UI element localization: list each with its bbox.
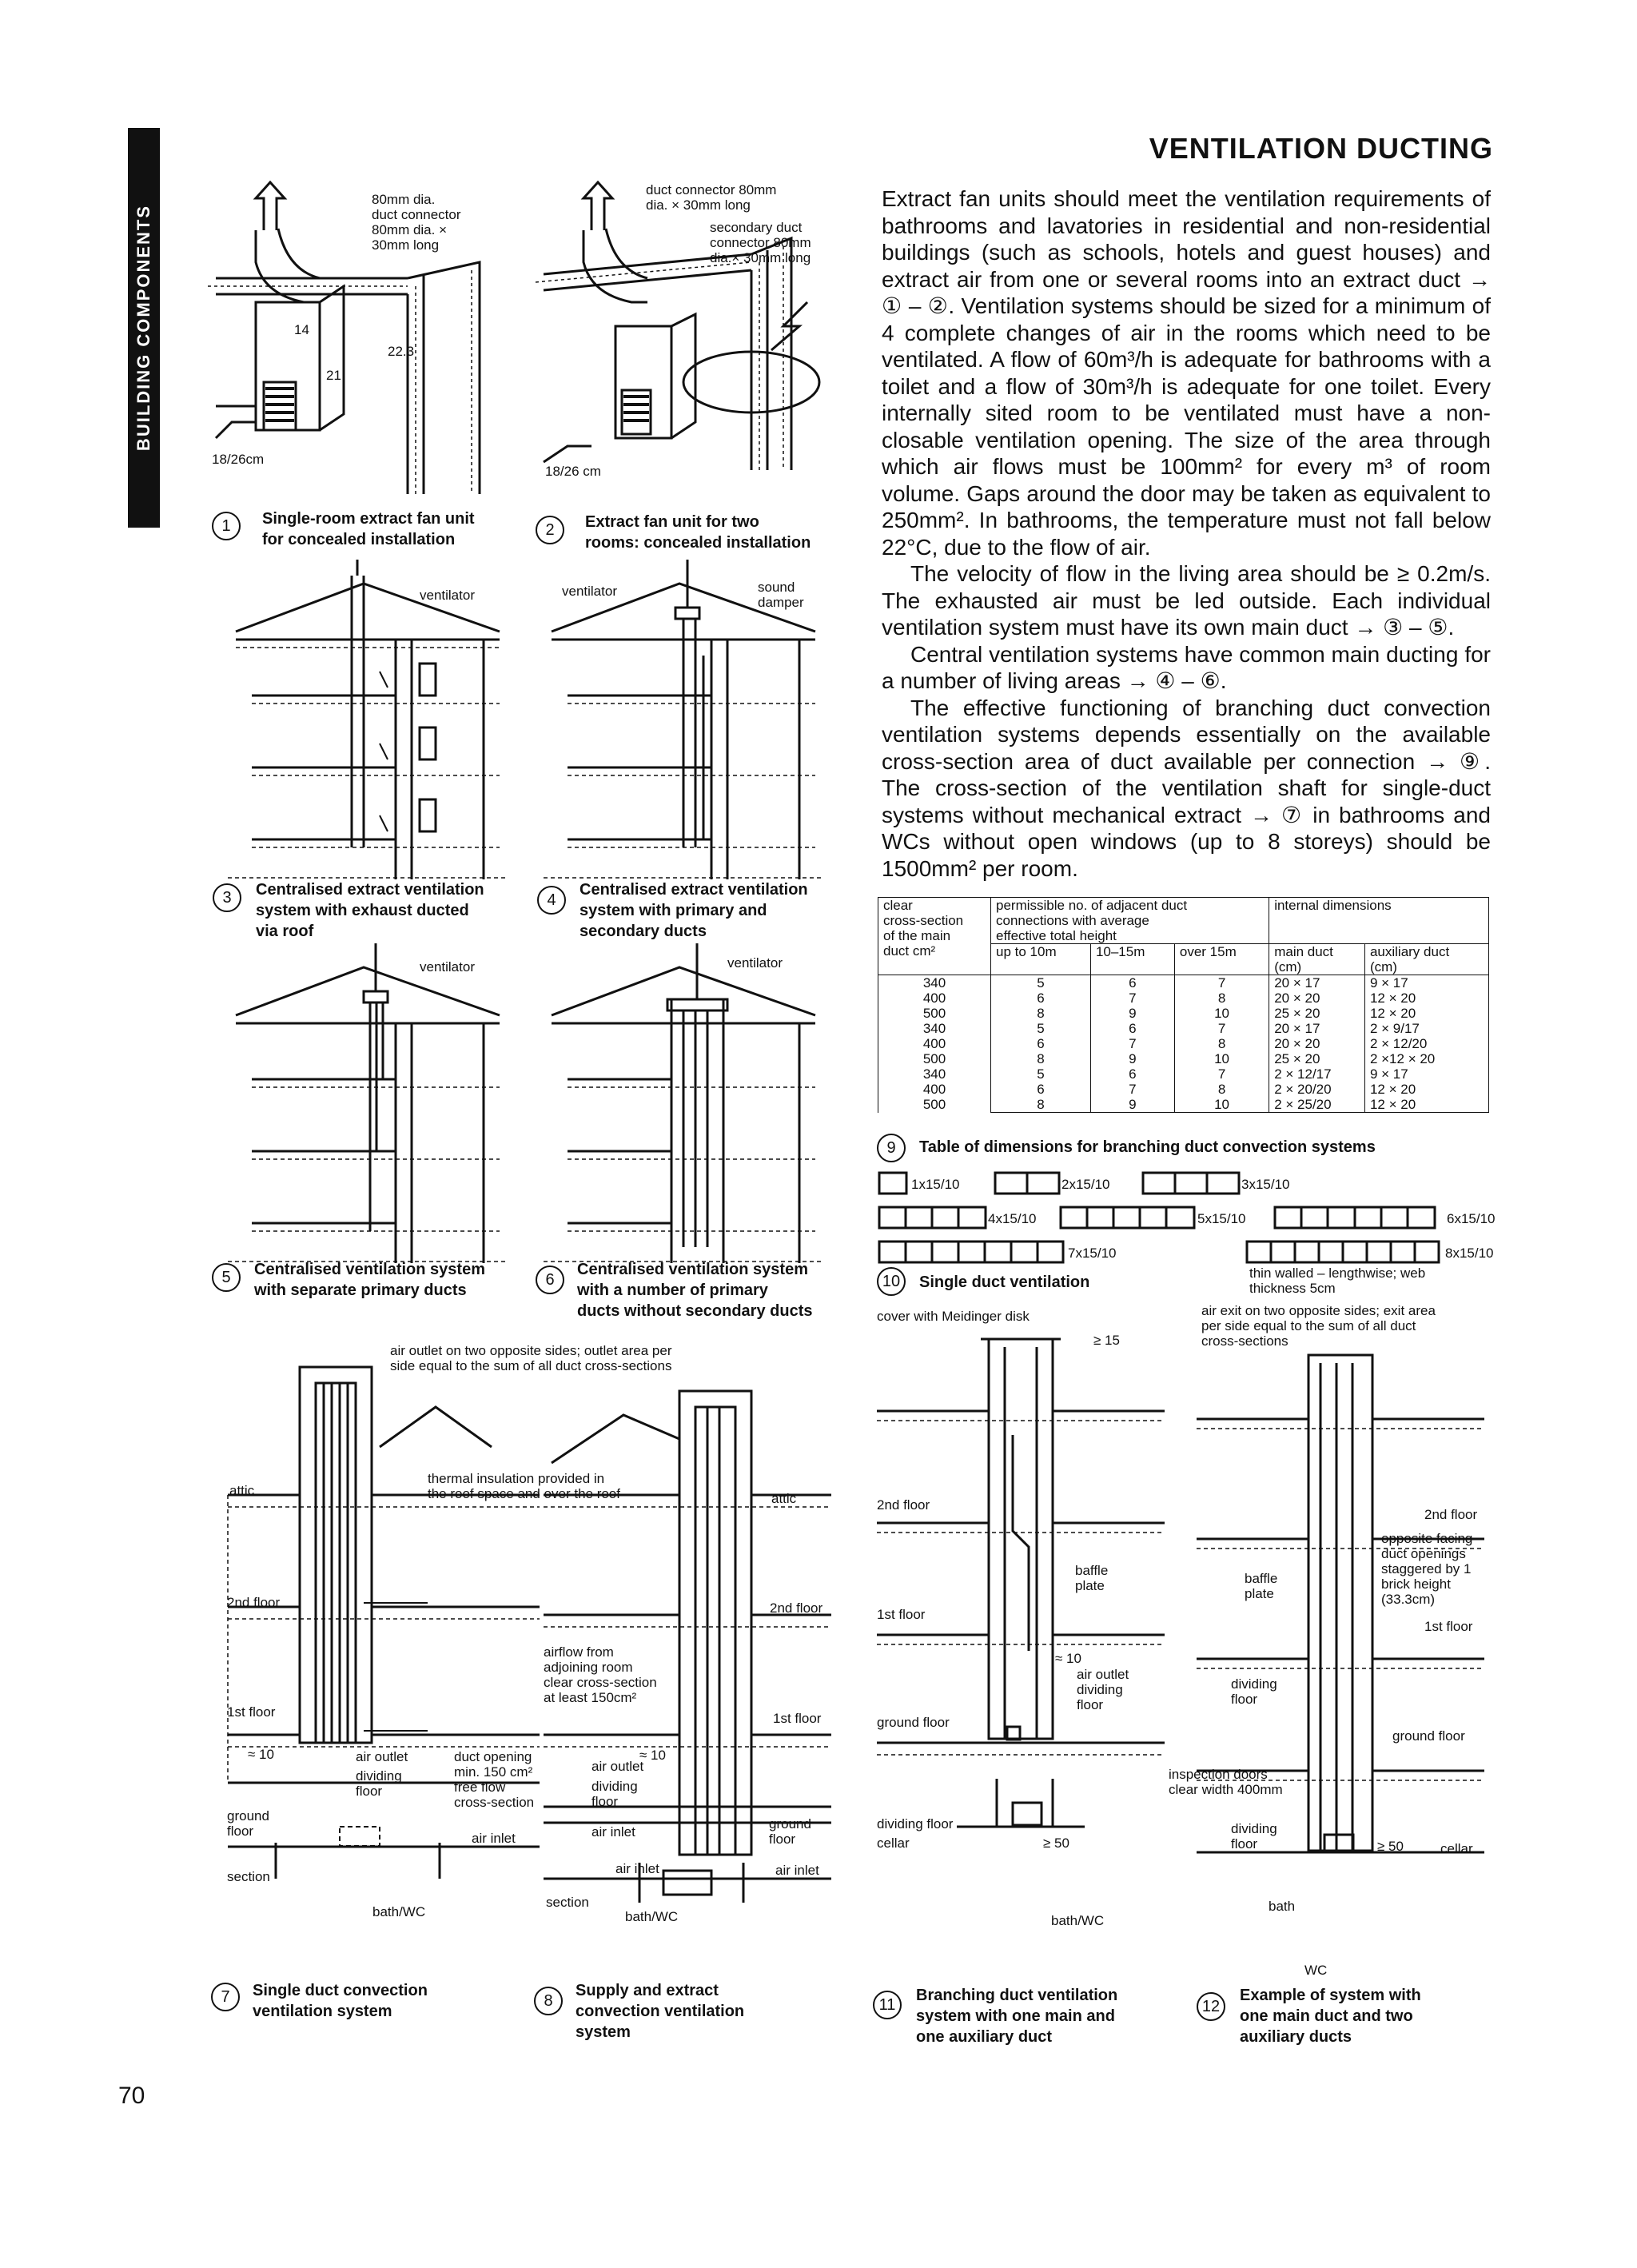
cell: 20 × 17 20 × 20 25 × 20 20 × 17 20 × 20 25 × 20 2 × 12/17 2 × 20/20 2 × 25/20: [1269, 975, 1365, 1113]
fig8-label-2nd-floor: 2nd floor: [770, 1600, 823, 1616]
fig8-label-air-inlet: air inlet: [591, 1824, 635, 1840]
fig6-label-ventilator: ventilator: [727, 955, 783, 971]
fig10-label-7: 7x15/10: [1068, 1246, 1117, 1261]
fig12-label-1st: 1st floor: [1424, 1619, 1473, 1634]
fig7-label-1st-floor: 1st floor: [227, 1704, 276, 1720]
cell: 340 400 500 340 400 500 340 400 500: [878, 975, 991, 1113]
fig2-label-duct: duct connector 80mm dia. × 30mm long: [646, 182, 777, 213]
header-h3: over 15m: [1174, 944, 1269, 975]
fig2-label-size: 18/26 cm: [545, 464, 601, 479]
fig11-label-1st: 1st floor: [877, 1607, 926, 1622]
fig12-label-inspection: inspection doors clear width 400mm: [1169, 1767, 1283, 1797]
figure-6-drawing: [544, 943, 831, 1263]
fig8-label-10: ≈ 10: [639, 1748, 666, 1763]
fig12-number: 12: [1197, 1992, 1225, 2021]
section-tab: [128, 128, 160, 528]
fig5-caption: Centralised ventilation system with separate primary ducts: [254, 1261, 485, 1299]
fig5-label-ventilator: ventilator: [420, 959, 475, 975]
fig1-label-22: 22.3: [388, 344, 415, 359]
fig1-caption: Single-room extract fan unit for concealed installation: [262, 510, 475, 548]
header-permissible: permissible no. of adjacent duct connections with average effective total height: [991, 898, 1269, 944]
fig3-caption: Centralised extract ventilation system with exhaust ducted via roof: [256, 881, 484, 940]
figure-3-drawing: [228, 560, 508, 879]
page-number: 70: [118, 2083, 145, 2109]
fig6-caption: Centralised ventilation system with a number of primary ducts without secondary ducts: [577, 1261, 813, 1320]
fig3-label-ventilator: ventilator: [420, 588, 475, 603]
fig1-label-duct: 80mm dia. duct connector 80mm dia. × 30mm long: [372, 192, 461, 253]
fig11-label-15: ≥ 15: [1093, 1333, 1120, 1348]
fig11-label-baffle: baffle plate: [1075, 1563, 1109, 1593]
fig1-label-14: 14: [294, 322, 309, 337]
fig11-label-bath-wc: bath/WC: [1051, 1913, 1105, 1928]
header-aux: auxiliary duct (cm): [1364, 944, 1488, 975]
fig12-label-opposite: opposite facing duct openings staggered by 1 brick height (33.3cm): [1381, 1531, 1473, 1607]
fig10-label-2: 2x15/10: [1061, 1177, 1110, 1192]
paragraph: Extract fan units should meet the ventilation requirements of bathrooms and lavatories in residential and non-residential buildings (such as schools, hotels and guest houses) and extract air from one or several rooms into an extract duct → ① – ②. Ventilation systems should be sized for a minimum of 4 complete changes of air in the rooms which need to be ventilated. A flow of 60m³/h is adequate for bathrooms with a toilet and a flow of 30m³/h is adequate for one toilet. Every internally sited room to be ventilated must have a non-closable ventilation opening. The size of the area through which air flows must be 100mm² for every m³ of room volume. Gaps around the door may be taken as equivalent to 250mm². In bathrooms, the temperature must not fall below 22°C, due to the flow of air.: [882, 186, 1491, 560]
figure-5-drawing: [228, 943, 508, 1263]
fig7-label-bath-wc: bath/WC: [372, 1904, 426, 1919]
fig7-caption: Single duct convection ventilation system: [253, 1982, 428, 2020]
fig12-caption: Example of system with one main duct and two auxiliary ducts: [1240, 1987, 1421, 2046]
fig11-label-cellar: cellar: [877, 1836, 910, 1851]
cell: 6 7 9 6 7 9 6 7 9: [1090, 975, 1174, 1113]
fig4-caption: Centralised extract ventilation system with primary and secondary ducts: [580, 881, 808, 940]
fig11-caption: Branching duct ventilation system with one main and one auxiliary duct: [916, 1987, 1118, 2046]
fig11-label-2nd: 2nd floor: [877, 1497, 930, 1513]
fig4-number: 4: [537, 886, 566, 915]
fig11-label-air-outlet: air outlet dividing floor: [1077, 1667, 1129, 1712]
paragraph: Central ventilation systems have common main ducting for a number of living areas → ④ – ⑥.: [882, 641, 1491, 693]
fig8-label-bath-wc: bath/WC: [625, 1909, 679, 1924]
fig2-number: 2: [536, 516, 564, 544]
fig2-label-secondary: secondary duct connector 80mm dia.× 30mm long: [710, 220, 811, 265]
fig8-label-thermal: thermal insulation provided in the roof space and over the roof: [428, 1471, 620, 1501]
header-h2: 10–15m: [1090, 944, 1174, 975]
fig7-label-2nd-floor: 2nd floor: [227, 1595, 281, 1610]
fig10-label-8: 8x15/10: [1445, 1246, 1494, 1261]
dimensions-table: [878, 897, 1489, 1113]
fig7-number: 7: [211, 1983, 240, 2011]
page-title: VENTILATION DUCTING: [1149, 132, 1493, 165]
fig12-label-dividing-2: dividing floor: [1231, 1821, 1277, 1851]
header-internal: internal dimensions: [1269, 898, 1489, 944]
fig11-label-ground: ground floor: [877, 1715, 950, 1730]
paragraph: The effective functioning of branching duct convection ventilation systems depends essentially on the available cross-section area of duct available per connection → ⑨. The cross-section of the ventilation shaft for single-duct systems without mechanical extract → ⑦ in bathrooms and WCs without open windows (up to 8 storeys) should be 1500mm² per room.: [882, 695, 1491, 881]
fig4-label-damper: sound damper: [758, 580, 804, 610]
fig7-label-section: section: [227, 1869, 270, 1884]
fig8-label-section: section: [546, 1895, 589, 1910]
header-h1: up to 10m: [991, 944, 1091, 975]
fig8-label-1st-floor: 1st floor: [773, 1711, 822, 1726]
fig11-label-dividing: dividing floor: [877, 1816, 954, 1832]
fig10-label-5: 5x15/10: [1197, 1211, 1246, 1226]
fig12-label-dividing: dividing floor: [1231, 1676, 1277, 1707]
fig7-label-air-outlet-note: air outlet on two opposite sides; outlet area per side equal to the sum of all duct cross-sections: [390, 1343, 672, 1373]
fig2-caption: Extract fan unit for two rooms: concealed installation: [585, 513, 811, 552]
fig3-number: 3: [213, 883, 241, 912]
fig8-label-airflow: airflow from adjoining room clear cross-section at least 150cm²: [544, 1644, 657, 1705]
fig8-label-ground: ground floor: [769, 1816, 811, 1847]
fig11-label-cover: cover with Meidinger disk: [877, 1309, 1030, 1324]
fig1-number: 1: [212, 512, 241, 540]
fig7-label-ground: ground floor: [227, 1808, 269, 1839]
fig12-label-baffle: baffle plate: [1245, 1571, 1278, 1601]
fig6-number: 6: [536, 1266, 564, 1294]
fig11-label-10: ≈ 10: [1055, 1651, 1081, 1666]
body-text: [882, 185, 1491, 882]
fig10-label-thin: thin walled – lengthwise; web thickness 5cm: [1249, 1266, 1426, 1296]
fig7-label-duct-opening: duct opening min. 150 cm² free flow cross-section: [454, 1749, 535, 1810]
fig7-label-10: ≈ 10: [248, 1747, 274, 1762]
header-clear: clear cross-section of the main duct cm²: [878, 898, 991, 975]
fig12-label-air-exit: air exit on two opposite sides; exit area per side equal to the sum of all duct cross-sections: [1201, 1303, 1436, 1349]
cell: 7 8 10 7 8 10 7 8 10: [1174, 975, 1269, 1113]
fig7-label-attic: attic: [229, 1483, 255, 1498]
table-header-row: [878, 898, 1489, 944]
fig7-label-air-inlet: air inlet: [472, 1831, 516, 1846]
fig9-number: 9: [877, 1134, 906, 1162]
fig10-number: 10: [877, 1267, 906, 1296]
fig8-number: 8: [534, 1987, 563, 2015]
fig11-number: 11: [873, 1991, 902, 2019]
fig8-label-air-inlet-2: air inlet: [615, 1861, 659, 1876]
fig8-caption: Supply and extract convection ventilation system: [576, 1982, 745, 2041]
fig10-label-4: 4x15/10: [988, 1211, 1037, 1226]
fig12-label-50: ≥ 50: [1377, 1839, 1404, 1854]
fig1-label-size: 18/26cm: [212, 452, 265, 467]
table-row: [878, 975, 1489, 1113]
figure-8-drawing: [544, 1391, 831, 1871]
fig8-label-air-inlet-3: air inlet: [775, 1863, 819, 1878]
header-main: main duct (cm): [1269, 944, 1365, 975]
fig9-caption: Table of dimensions for branching duct convection systems: [919, 1138, 1376, 1156]
cell: 9 × 17 12 × 20 12 × 20 2 × 9/17 2 × 12/20 2 ×12 × 20 9 × 17 12 × 20 12 × 20: [1364, 975, 1488, 1113]
fig10-label-6: 6x15/10: [1447, 1211, 1496, 1226]
fig8-label-air-outlet: air outlet: [591, 1759, 644, 1774]
fig10-caption: Single duct ventilation: [919, 1274, 1090, 1291]
fig12-label-ground: ground floor: [1392, 1728, 1465, 1744]
fig8-label-attic: attic: [771, 1491, 797, 1506]
fig12-label-bath: bath: [1269, 1899, 1296, 1914]
fig11-label-50: ≥ 50: [1043, 1836, 1069, 1851]
fig12-label-cellar: cellar: [1440, 1841, 1473, 1856]
figure-10-drawing: [875, 1171, 1515, 1267]
fig5-number: 5: [212, 1263, 241, 1292]
fig1-label-21: 21: [326, 368, 341, 383]
fig8-label-dividing: dividing floor: [591, 1779, 638, 1809]
fig10-label-1: 1x15/10: [911, 1177, 960, 1192]
fig10-label-3: 3x15/10: [1241, 1177, 1290, 1192]
section-tab-label: BUILDING COMPONENTS: [133, 204, 153, 452]
cell: 5 6 8 5 6 8 5 6 8: [991, 975, 1091, 1113]
paragraph: The velocity of flow in the living area should be ≥ 0.2m/s. The exhausted air must be led outside. Each individual ventilation system must have its own main duct → ③ – ⑤.: [882, 561, 1491, 640]
fig4-label-ventilator: ventilator: [562, 584, 617, 599]
fig12-label-wc: WC: [1304, 1963, 1328, 1978]
fig12-label-2nd: 2nd floor: [1424, 1507, 1478, 1522]
fig7-label-air-outlet: air outlet: [356, 1749, 408, 1764]
figure-11-drawing: [877, 1331, 1173, 1811]
fig7-label-dividing: dividing floor: [356, 1768, 402, 1799]
